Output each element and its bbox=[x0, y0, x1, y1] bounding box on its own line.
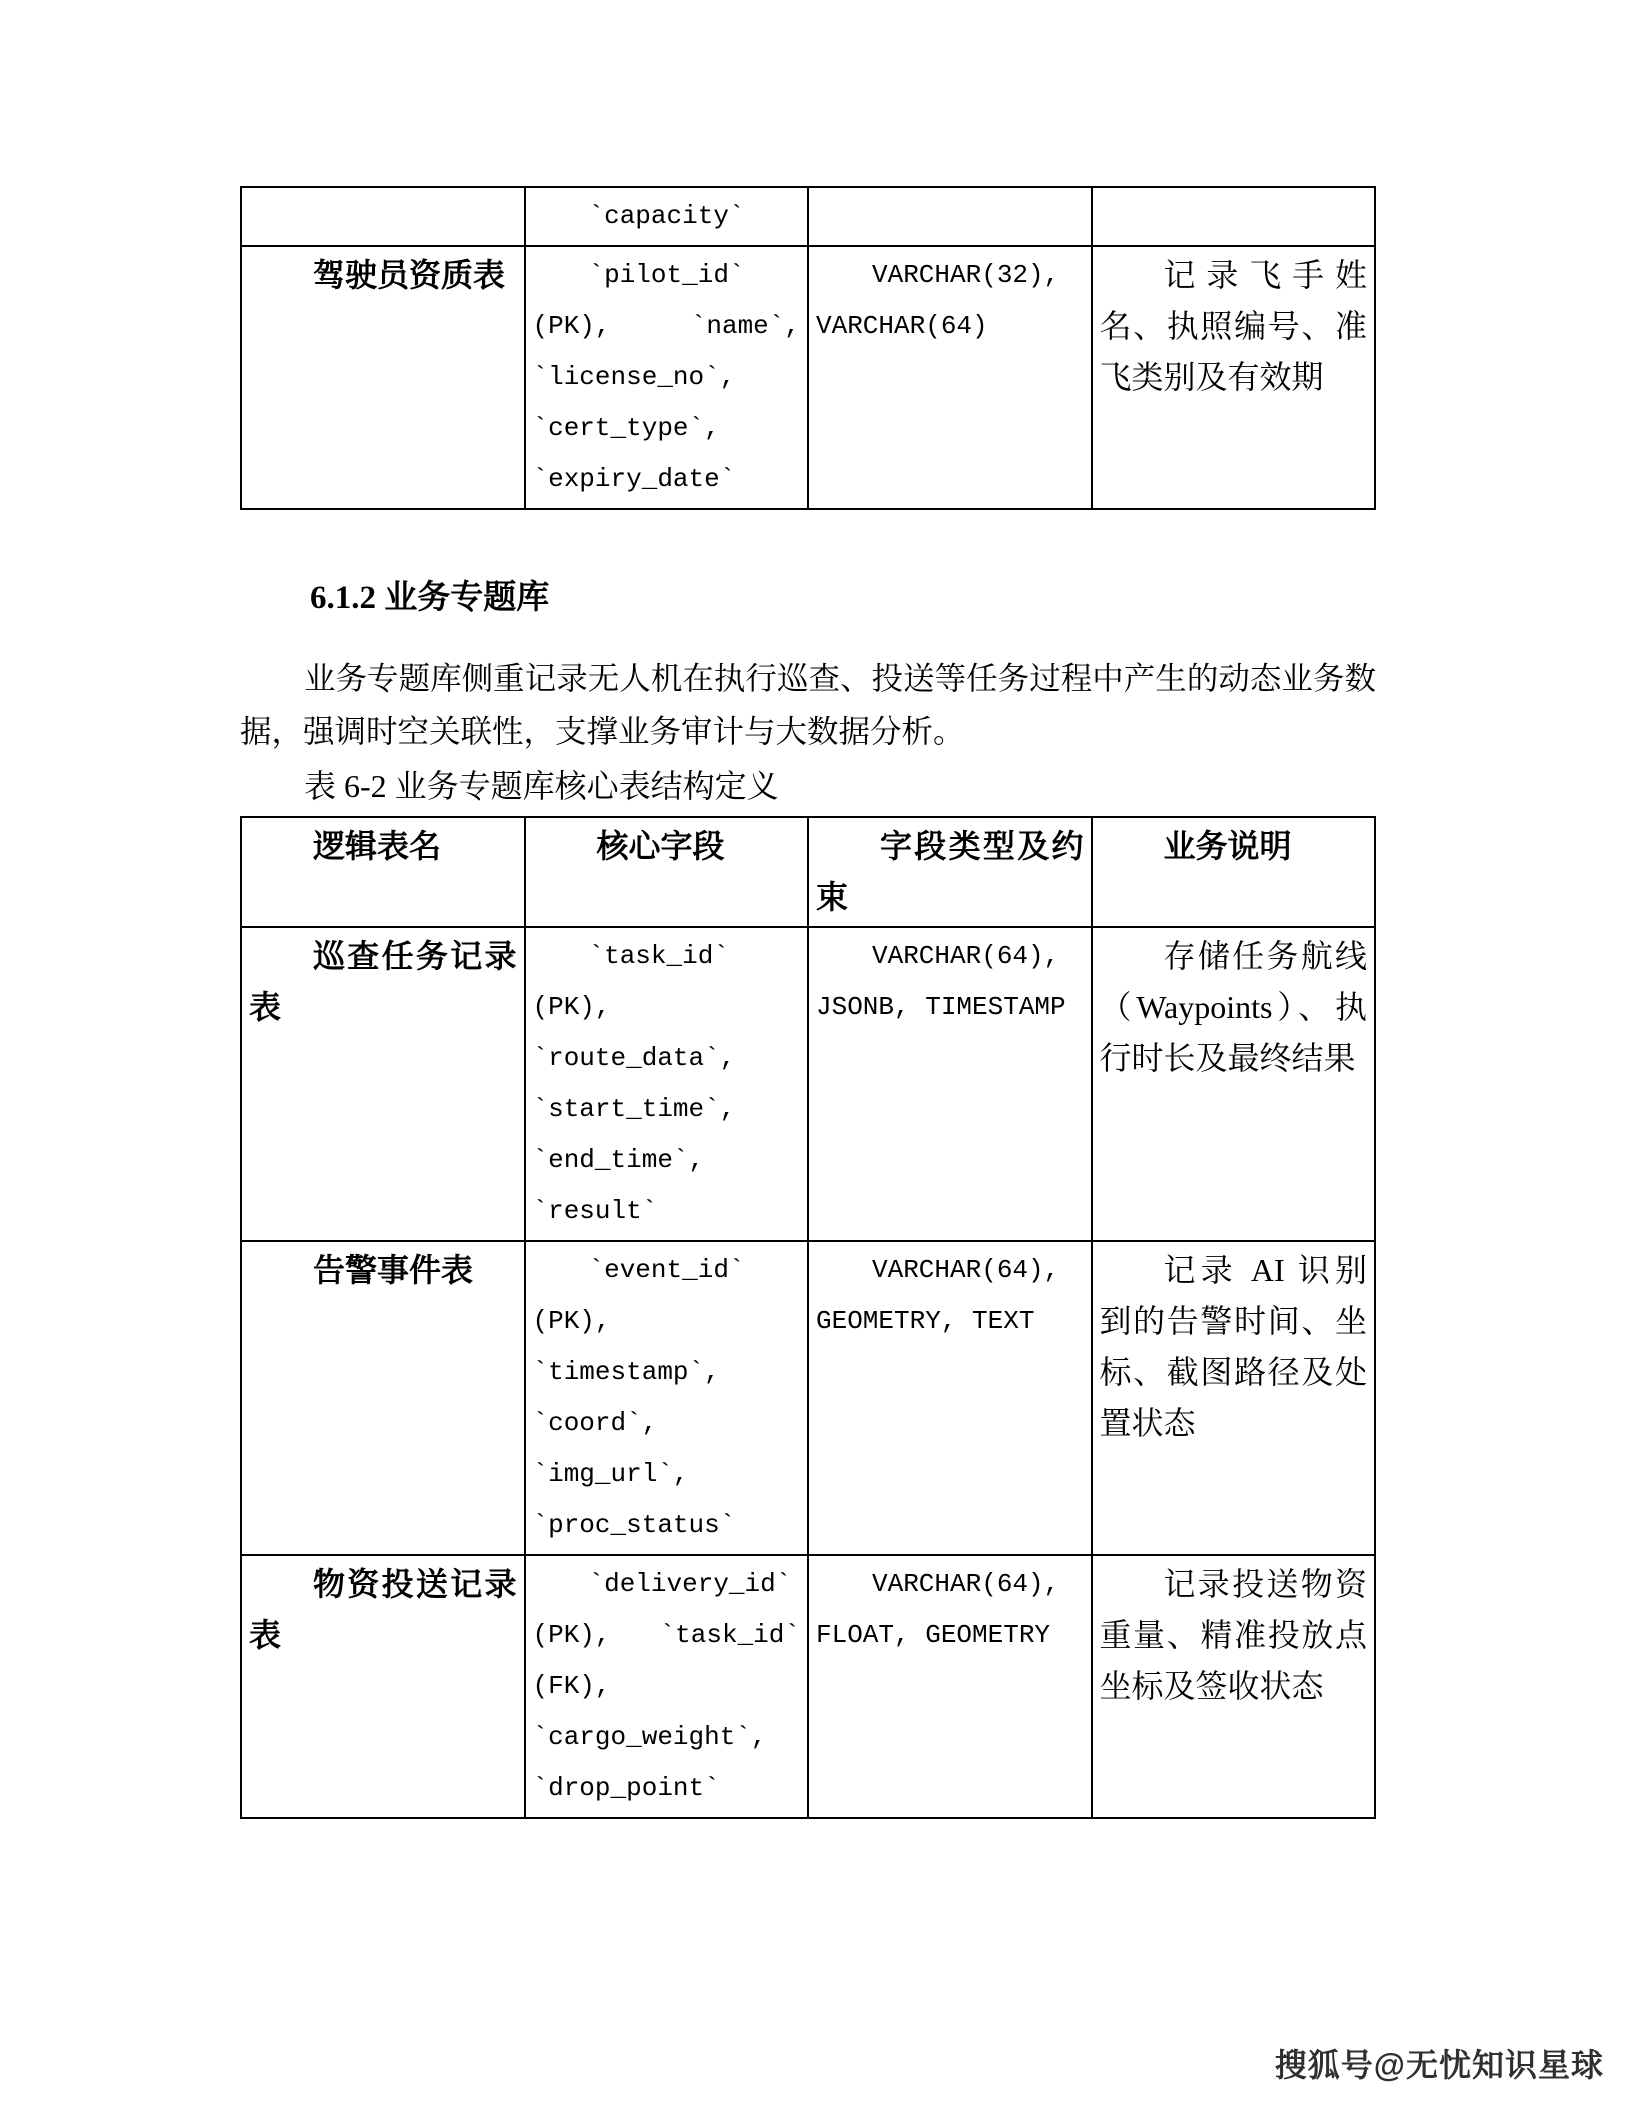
cell-business-desc: 记录 AI 识别到的告警时间、坐标、截图路径及处置状态 bbox=[1092, 1241, 1376, 1555]
cell-business-desc: 记录飞手姓名、执照编号、准飞类别及有效期 bbox=[1092, 246, 1376, 509]
cell-table-name: 巡查任务记录表 bbox=[241, 927, 525, 1241]
cell-table-name: 告警事件表 bbox=[241, 1241, 525, 1555]
cell-business-desc bbox=[1092, 187, 1376, 246]
cell-table-name bbox=[241, 187, 525, 246]
cell-table-name: 驾驶员资质表 bbox=[241, 246, 525, 509]
cell-core-fields: `capacity` bbox=[525, 187, 809, 246]
table-row-pilot bbox=[241, 246, 1375, 509]
table-6-2 bbox=[240, 816, 1376, 1819]
table-caption: 表 6-2 业务专题库核心表结构定义 bbox=[304, 768, 779, 804]
table-row-patrol-task bbox=[241, 927, 1375, 1241]
cell-field-types: VARCHAR(64), GEOMETRY, TEXT bbox=[808, 1241, 1092, 1555]
cell-field-types: VARCHAR(64), FLOAT, GEOMETRY bbox=[808, 1555, 1092, 1818]
cell-table-name: 物资投送记录表 bbox=[241, 1555, 525, 1818]
cell-field-types: VARCHAR(32), VARCHAR(64) bbox=[808, 246, 1092, 509]
header-field-types: 字段类型及约束 bbox=[808, 817, 1092, 927]
cell-field-types: VARCHAR(64), JSONB, TIMESTAMP bbox=[808, 927, 1092, 1241]
cell-core-fields: `task_id` (PK), `route_data`, `start_time`, `end_time`, `result` bbox=[525, 927, 809, 1241]
cell-core-fields: `event_id` (PK), `timestamp`, `coord`, `img_url`, `proc_status` bbox=[525, 1241, 809, 1555]
header-core-fields: 核心字段 bbox=[525, 817, 809, 927]
cell-field-types bbox=[808, 187, 1092, 246]
page-content bbox=[240, 186, 1376, 1819]
header-logical-table-name: 逻辑表名 bbox=[241, 817, 525, 927]
table-6-1-continued bbox=[240, 186, 1376, 510]
cell-core-fields: `delivery_id` (PK), `task_id` (FK), `cargo_weight`, `drop_point` bbox=[525, 1555, 809, 1818]
header-business-desc: 业务说明 bbox=[1092, 817, 1376, 927]
cell-core-fields: `pilot_id` (PK), `name`, `license_no`, `cert_type`, `expiry_date` bbox=[525, 246, 809, 509]
table-header-row bbox=[241, 817, 1375, 927]
section-paragraph: 业务专题库侧重记录无人机在执行巡查、投送等任务过程中产生的动态业务数据，强调时空关联性，支撑业务审计与大数据分析。 bbox=[240, 661, 1376, 749]
watermark: 搜狐号@无忧知识星球 bbox=[1274, 2047, 1604, 2083]
cell-business-desc: 记录投送物资重量、精准投放点坐标及签收状态 bbox=[1092, 1555, 1376, 1818]
table-row-alarm-event bbox=[241, 1241, 1375, 1555]
table-row-delivery-record bbox=[241, 1555, 1375, 1818]
cell-business-desc: 存储任务航线（Waypoints）、执行时长及最终结果 bbox=[1092, 927, 1376, 1241]
table-row-partial bbox=[241, 187, 1375, 246]
section-heading: 6.1.2 业务专题库 bbox=[310, 580, 550, 616]
